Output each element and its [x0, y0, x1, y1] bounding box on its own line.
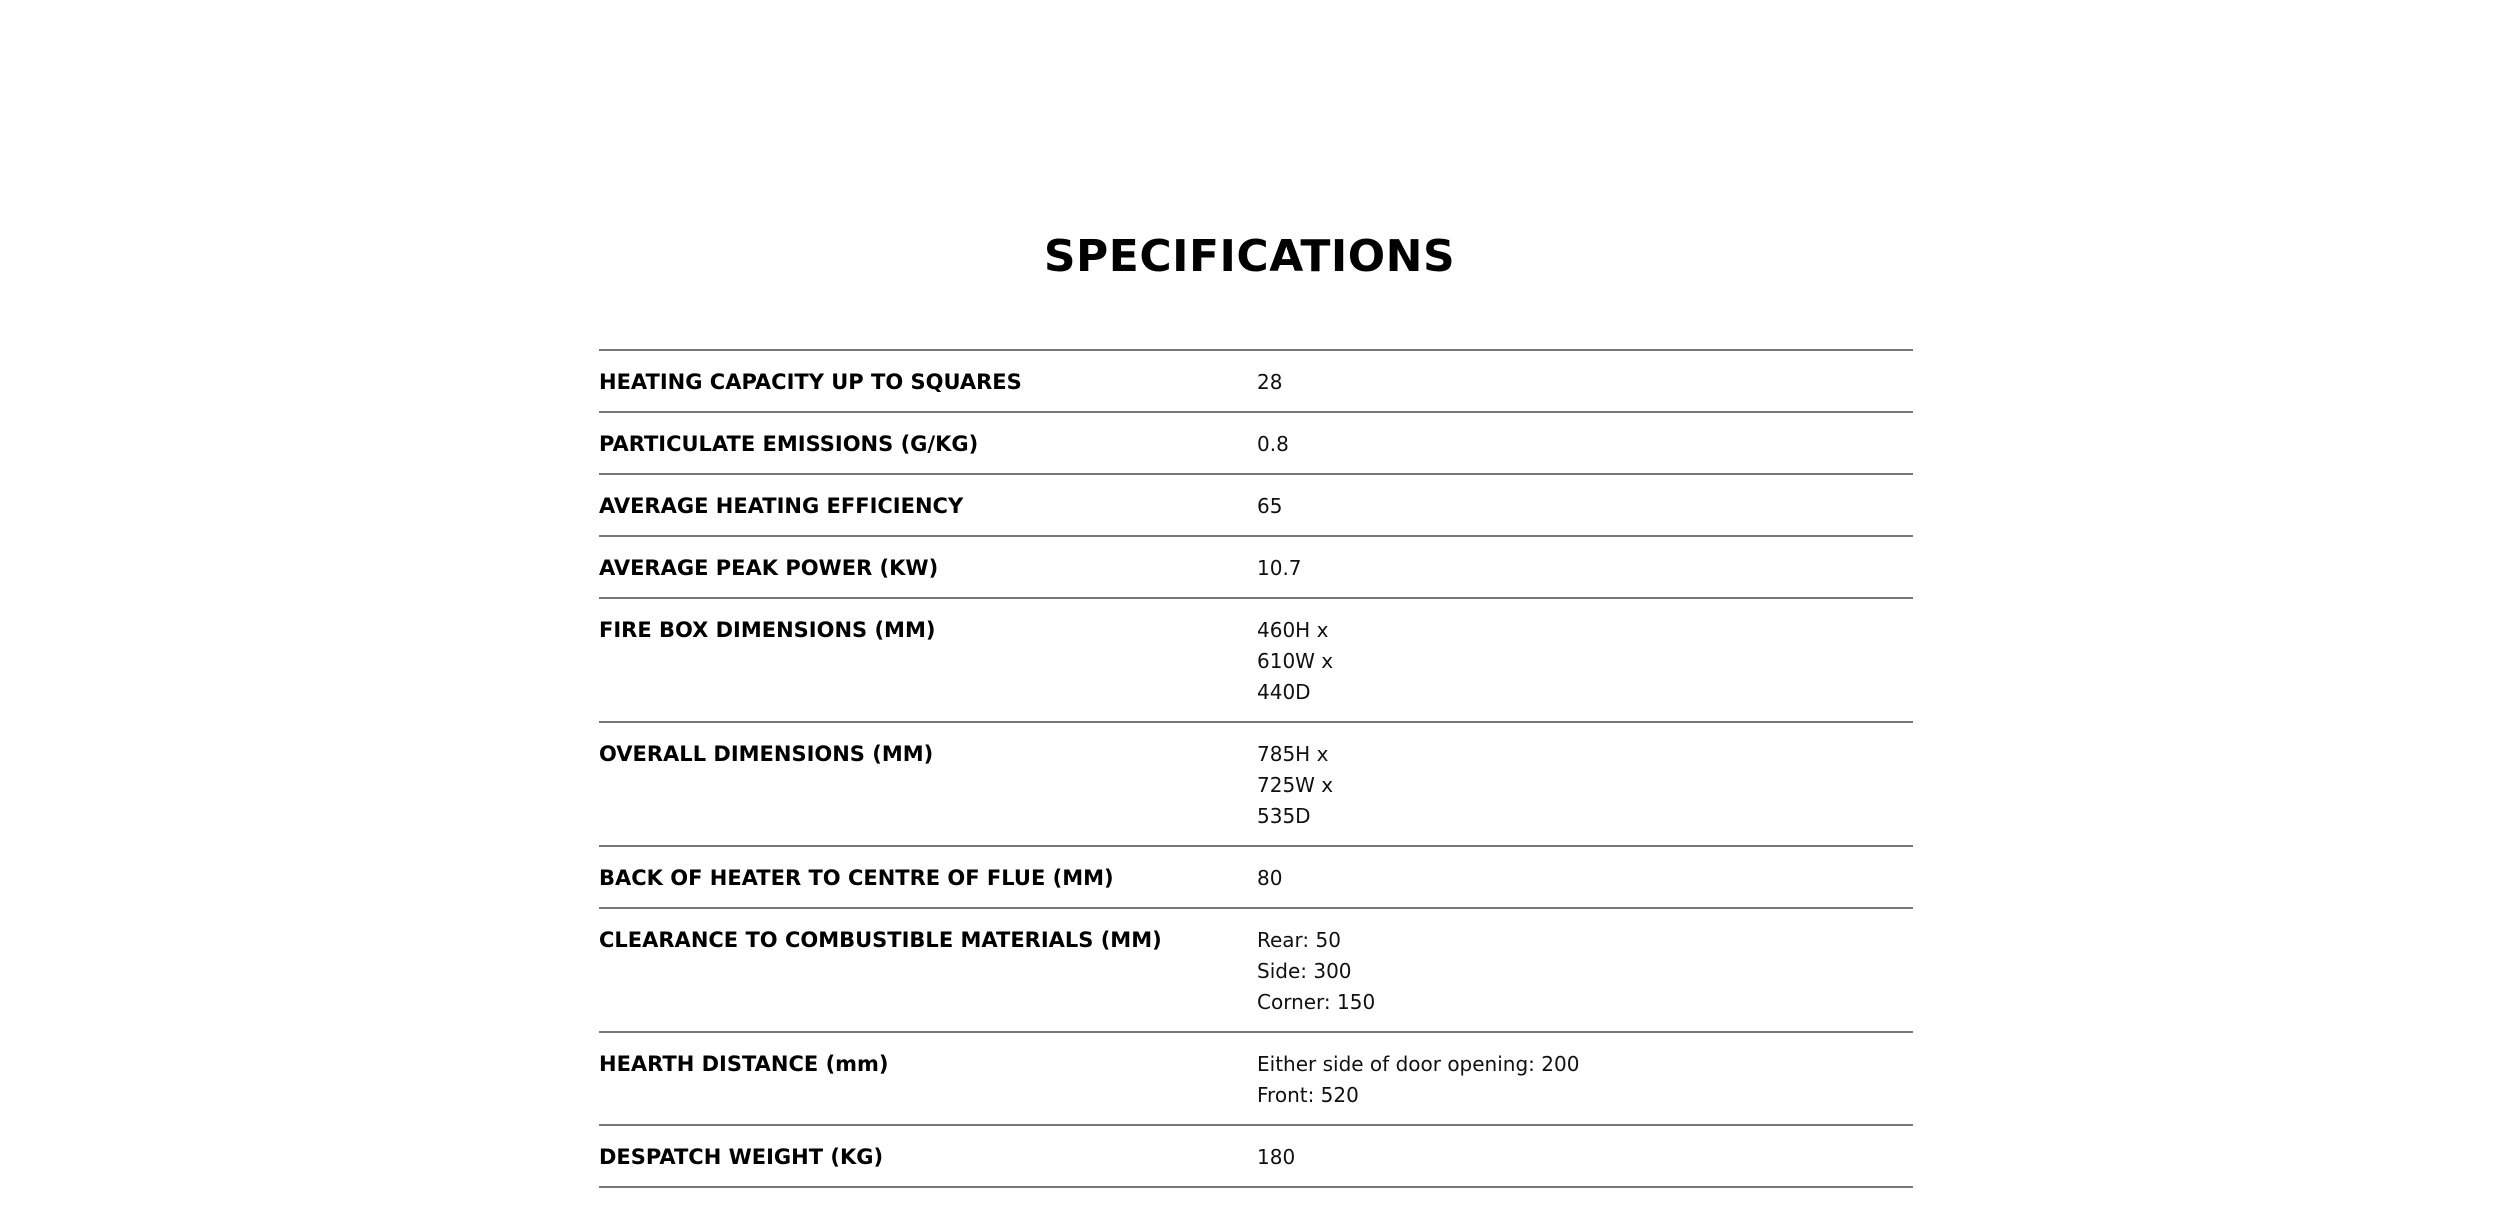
spec-value-line: Either side of door opening: 200 [1257, 1052, 1580, 1076]
spec-value-line: 10.7 [1257, 556, 1302, 580]
spec-value-line: Rear: 50 [1257, 928, 1341, 952]
spec-row [599, 351, 1913, 413]
spec-value [1257, 863, 1913, 894]
spec-value [1257, 925, 1913, 1018]
spec-value-line: 28 [1257, 370, 1283, 394]
spec-value [1257, 1142, 1913, 1173]
spec-row [599, 599, 1913, 723]
spec-value [1257, 553, 1913, 584]
spec-value [1257, 1049, 1913, 1111]
spec-value-line: 610W x [1257, 649, 1334, 673]
spec-label: CLEARANCE TO COMBUSTIBLE MATERIALS (MM) [599, 928, 1162, 952]
spec-value [1257, 615, 1913, 708]
spec-value-line: 0.8 [1257, 432, 1289, 456]
page-title: SPECIFICATIONS [1043, 231, 1456, 282]
spec-value-line: 460H x [1257, 618, 1329, 642]
spec-label: FIRE BOX DIMENSIONS (MM) [599, 618, 936, 642]
spec-value-line: 440D [1257, 680, 1311, 704]
spec-value-line: 725W x [1257, 773, 1334, 797]
spec-value [1257, 739, 1913, 832]
spec-label: HEARTH DISTANCE (mm) [599, 1052, 889, 1076]
spec-row [599, 475, 1913, 537]
spec-label: AVERAGE HEATING EFFICIENCY [599, 494, 964, 518]
spec-row [599, 723, 1913, 847]
spec-label: OVERALL DIMENSIONS (MM) [599, 742, 934, 766]
spec-value [1257, 429, 1913, 460]
spec-value-line: Front: 520 [1257, 1083, 1359, 1107]
spec-label: PARTICULATE EMISSIONS (G/KG) [599, 432, 979, 456]
spec-row [599, 1126, 1913, 1188]
spec-label: AVERAGE PEAK POWER (KW) [599, 556, 939, 580]
spec-label: HEATING CAPACITY UP TO SQUARES [599, 370, 1022, 394]
spec-value-line: Side: 300 [1257, 959, 1352, 983]
spec-row [599, 847, 1913, 909]
spec-value-line: 65 [1257, 494, 1283, 518]
spec-value-line: 535D [1257, 804, 1311, 828]
spec-row [599, 909, 1913, 1033]
spec-row [599, 413, 1913, 475]
spec-value-line: Corner: 150 [1257, 990, 1376, 1014]
spec-row [599, 537, 1913, 599]
spec-value [1257, 491, 1913, 522]
spec-label: BACK OF HEATER TO CENTRE OF FLUE (MM) [599, 866, 1114, 890]
spec-value [1257, 367, 1913, 398]
spec-value-line: 785H x [1257, 742, 1329, 766]
spec-value-line: 80 [1257, 866, 1283, 890]
specifications-table [599, 349, 1913, 1188]
spec-row [599, 1033, 1913, 1126]
spec-label: DESPATCH WEIGHT (KG) [599, 1145, 884, 1169]
spec-value-line: 180 [1257, 1145, 1296, 1169]
